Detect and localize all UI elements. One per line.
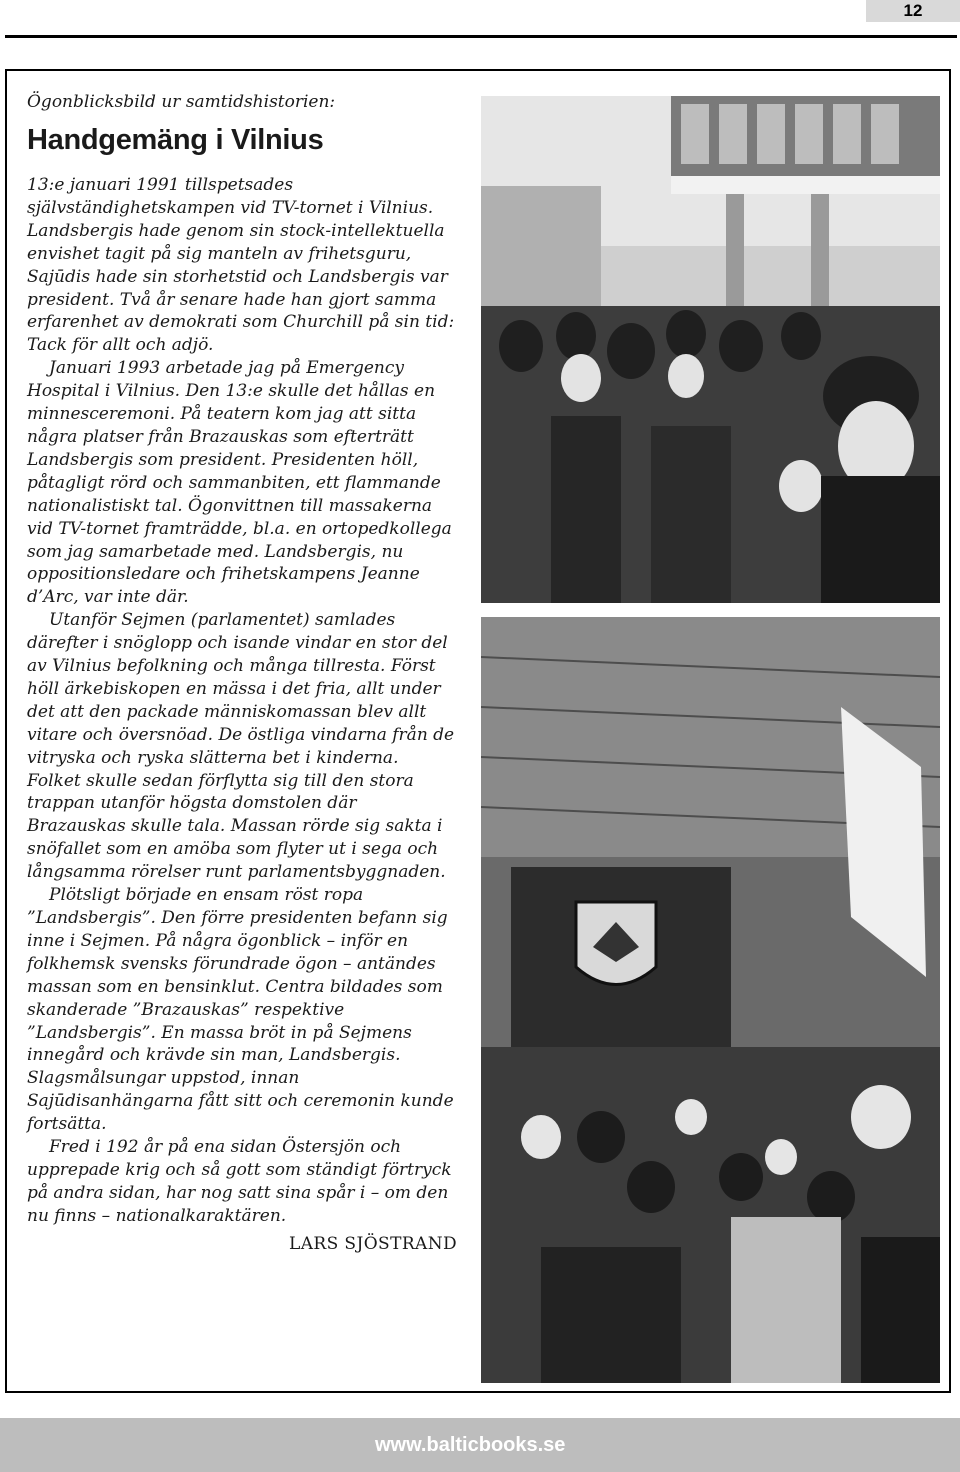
article-text-column [27, 90, 457, 1254]
article-paragraph: Utanför Sejmen (parlamentet) samlades därefter i snöglopp och isande vindar en stor del av Vilnius befolkning och många tillresta. Först höll ärkebiskopen en mässa i det fria, allt under det att den packade människomassan blev allt vitare och översnöad. De östliga vindarna från de vitryska och ryska slätterna bet i kinderna. Folket skulle sedan förflytta sig till den stora trappan utanför högsta domstolen där Brazauskas skulle tala. Massan rörde sig sakta i snöfallet som en amöba som flyter ut i sega och långsamma rörelser runt parlamentsbyggnaden. [27, 610, 455, 883]
crowd-photo [481, 96, 940, 603]
page-number: 12 [866, 0, 960, 22]
article-body [27, 174, 457, 1228]
article-paragraph: Fred i 192 år på ena sidan Östersjön och upprepade krig och så gott som ständigt förtryck på andra sidan, har nog satt sina spår i – om den nu finns – nationalkaraktären. [27, 1137, 452, 1226]
article-paragraph: 13:e januari 1991 tillspetsades självständighetskampen vid TV-tornet i Vilnius. Landsbergis hade genom sin stock-intellektuella envishet tagit på sig manteln av frihetsguru, Sajūdis hade sin storhetstid och Landsbergis var president. Två år senare hade han gjort samma erfarenhet av demokrati som Churchill på sin tid: Tack för allt och adjö. [27, 175, 455, 356]
article-title: Handgemäng i Vilnius [27, 124, 324, 156]
article-kicker: Ögonblicksbild ur samtidshistorien: [27, 92, 336, 112]
article-paragraph: Plötsligt började en ensam röst ropa ”Landsbergis”. Den förre presidenten befann sig inne i Sejmen. På några ögonblick – inför en folkhemsk svensks förundrade ögon – antändes massan som en bensinklut. Centra bildades som skanderade ”Brazauskas” respektive ”Landsbergis”. En massa bröt in på Sejmens innegård och krävde sin man, Landsbergis. Slagsmålsungar uppstod, innan Sajūdisanhängarna fått sitt och ceremonin kunde fortsätta. [27, 885, 454, 1135]
article-paragraph: Januari 1993 arbetade jag på Emergency Hospital i Vilnius. Den 13:e skulle det hållas en minnesceremoni. På teatern kom jag att sitta några platser från Brazauskas som efterträtt Landsbergis som president. Presidenten höll, påtagligt rörd och sammanbiten, ett flammande nationalistiskt tal. Ögonvittnen till massakerna vid TV-tornet framträdde, bl.a. en ortopedkollega som jag samarbetade med. Landsbergis, nu oppositionsledare och frihetskampens Jeanne d’Arc, var inte där. [27, 358, 452, 608]
parliament-photo [481, 617, 940, 1383]
top-rule [5, 35, 957, 38]
footer-url[interactable]: www.balticbooks.se [375, 1434, 566, 1456]
article-author: LARS SJÖSTRAND [289, 1233, 457, 1254]
